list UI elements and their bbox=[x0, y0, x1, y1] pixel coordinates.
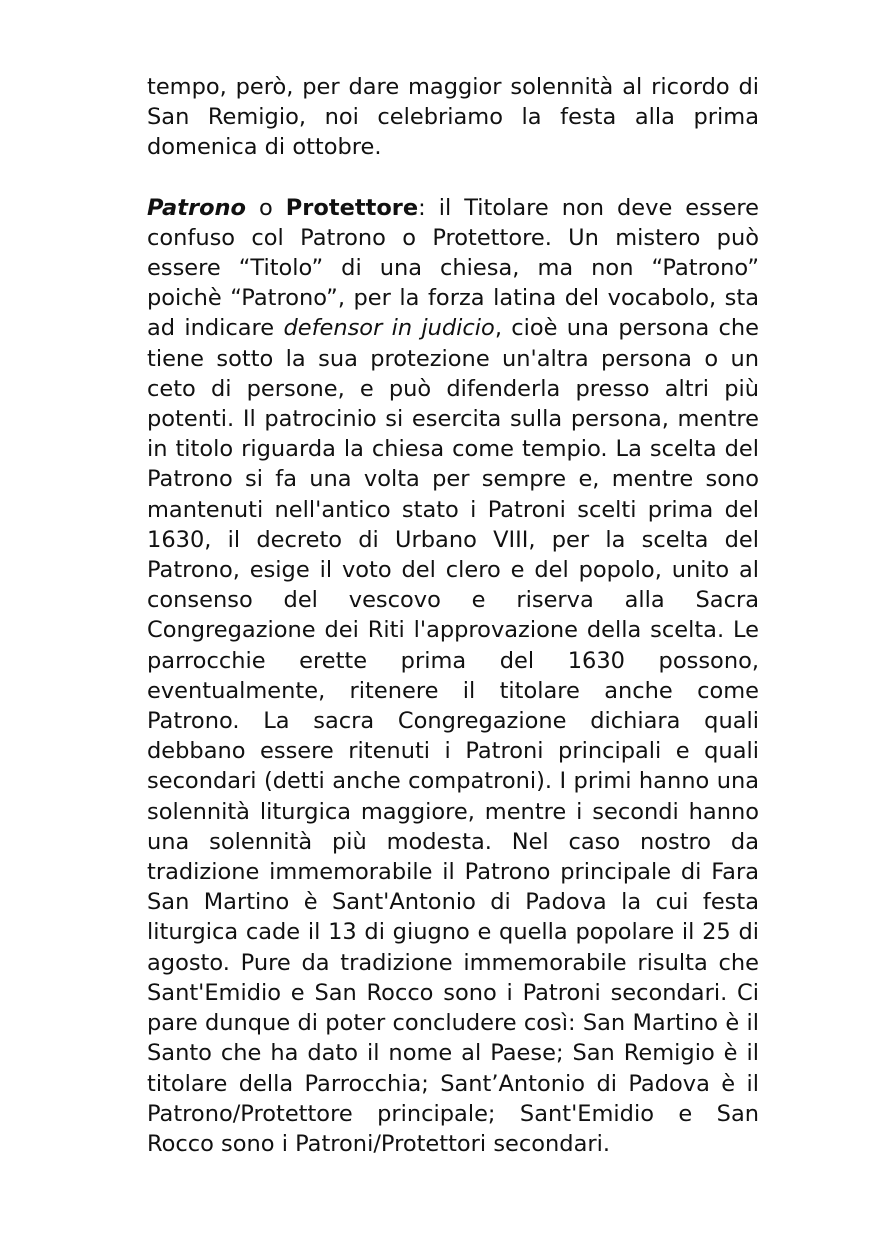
paragraph-2-text-a: : il Titolare non deve essere confuso col Patrono o Protettore. Un mistero può essere “Titolo” di una chiesa, ma non “Patrono” poichè “Patrono”, per la forza latina del vocabolo, sta ad indicare bbox=[147, 194, 760, 342]
term-protettore: Protettore bbox=[285, 194, 419, 221]
paragraph-1-text: tempo, però, per dare maggior solennità al ricordo di San Remigio, noi celebriamo la festa alla prima domenica di ottobre. bbox=[147, 74, 759, 161]
connector-o: o bbox=[246, 194, 286, 221]
document-page bbox=[147, 72, 759, 1159]
latin-phrase: defensor in judicio bbox=[283, 315, 495, 342]
paragraph-continuation bbox=[147, 72, 759, 163]
term-patrono: Patrono bbox=[147, 194, 247, 221]
paragraph-2-text-b: , cioè una persona che tiene sotto la sua protezione un'altra persona o un ceto di persone, e può difenderla presso altri più potenti. Il patrocinio si esercita sulla persona, mentre in titolo riguarda la chiesa come tempio. La scelta del Patrono si fa una volta per sempre e, mentre sono mantenuti nell'antico stato i Patroni scelti prima del 1630, il decreto di Urbano VIII, per la scelta del Patrono, esige il voto del clero e del popolo, unito al consenso del vescovo e riserva alla Sacra Congregazione dei Riti l'approvazione della scelta. Le parrocchie erette prima del 1630 possono, eventualmente, ritenere il titolare anche come Patrono. La sacra Congregazione dichiara quali debbano essere ritenuti i Patroni principali e quali secondari (detti anche compatroni). I primi hanno una solennità liturgica maggiore, mentre i secondi hanno una solennità più modesta. Nel caso nostro da tradizione immemorabile il Patrono principale di Fara San Martino è Sant'Antonio di Padova la cui festa liturgica cade il 13 di giugno e quella popolare il 25 di agosto. Pure da tradizione immemorabile risulta che Sant'Emidio e San Rocco sono i Patroni secondari. Ci pare dunque di poter concludere così: San Martino è il Santo che ha dato il nome al Paese; San Remigio è il titolare della Parrocchia; Sant’Antonio di Padova è il Patrono/Protettore principale; Sant'Emidio e San Rocco sono i Patroni/Protettori secondari. bbox=[147, 315, 760, 1157]
paragraph-spacer bbox=[147, 163, 759, 193]
paragraph-patrono bbox=[147, 193, 759, 1160]
